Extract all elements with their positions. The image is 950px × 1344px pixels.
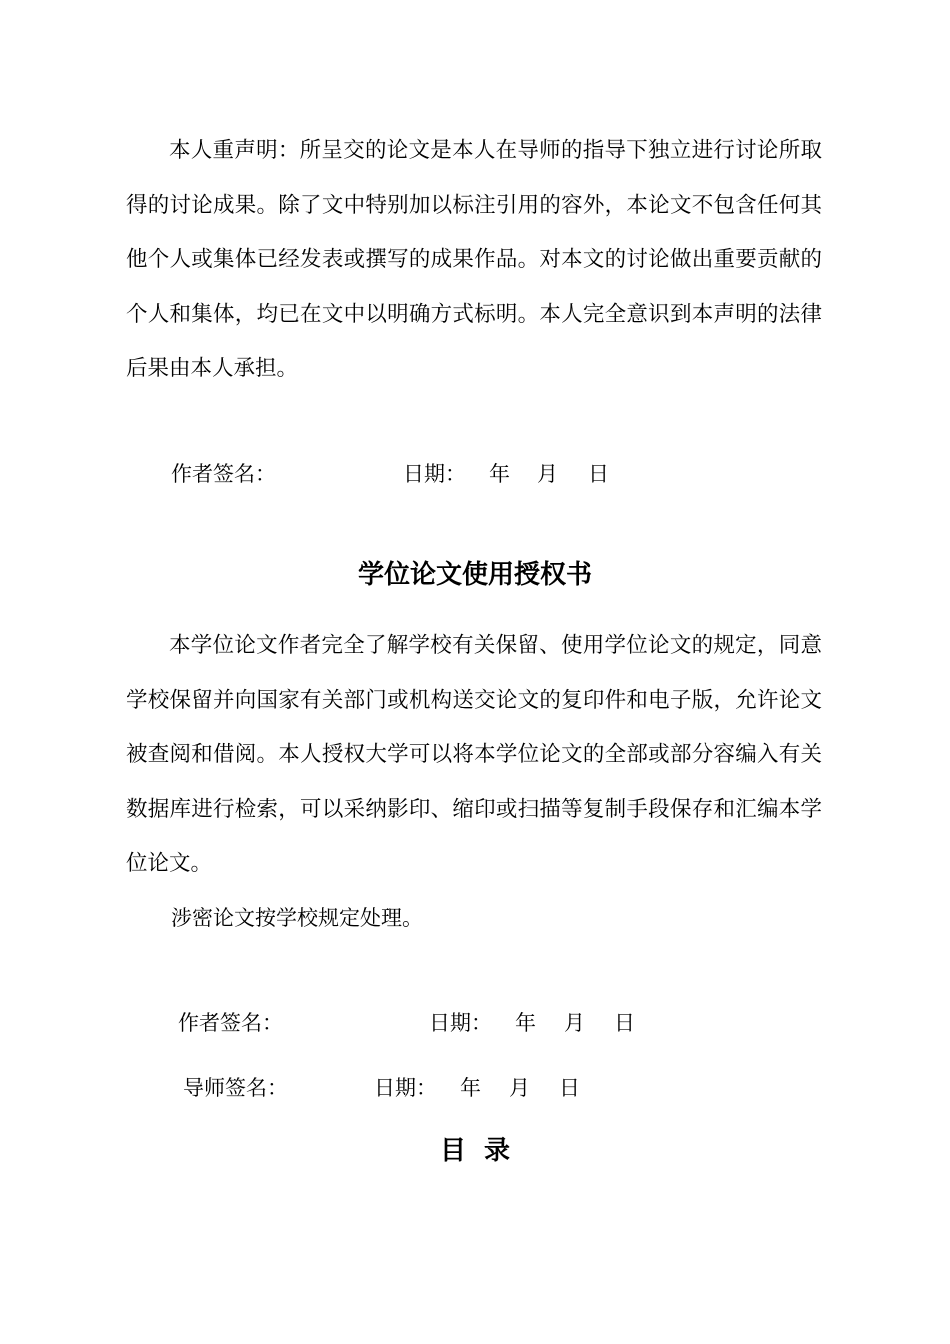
declaration-date-label: 日期： [403,462,466,486]
declaration-month-label: 月 [537,462,558,486]
authorization-author-date-label: 日期： [429,1011,492,1035]
authorization-author-signature-label: 作者签名： [178,1011,283,1035]
supervisor-signature-label: 导师签名： [183,1076,288,1100]
secret-thesis-note: 涉密论文按学校规定处理。 [171,906,423,930]
supervisor-year-label: 年 [460,1076,481,1100]
declaration-paragraph: 本人重声明：所呈交的论文是本人在导师的指导下独立进行讨论所取得的讨论成果。除了文中特别加以标注引用的容外，本论文不包含任何其他个人或集体已经发表或撰写的成果作品。对本文的讨论做出重要贡献的个人和集体，均已在文中以明确方式标明。本人完全意识到本声明的法律后果由本人承担。 [126,138,822,381]
authorization-paragraph: 本学位论文作者完全了解学校有关保留、使用学位论文的规定，同意学校保留并向国家有关部门或机构送交论文的复印件和电子版，允许论文被查阅和借阅。本人授权大学可以将本学位论文的全部或部分容编入有关数据库进行检索，可以采纳影印、缩印或扫描等复制手段保存和汇编本学位论文。 [126,633,822,876]
supervisor-date-label: 日期： [374,1076,437,1100]
supervisor-day-label: 日 [559,1076,580,1100]
authorization-author-day-label: 日 [614,1011,635,1035]
authorization-title: 学位论文使用授权书 [357,560,592,590]
authorization-author-year-label: 年 [515,1011,536,1035]
declaration-author-signature-label: 作者签名： [171,462,276,486]
supervisor-month-label: 月 [509,1076,530,1100]
authorization-author-month-label: 月 [564,1011,585,1035]
declaration-year-label: 年 [489,462,510,486]
declaration-day-label: 日 [588,462,609,486]
toc-title: 目 录 [439,1136,511,1166]
